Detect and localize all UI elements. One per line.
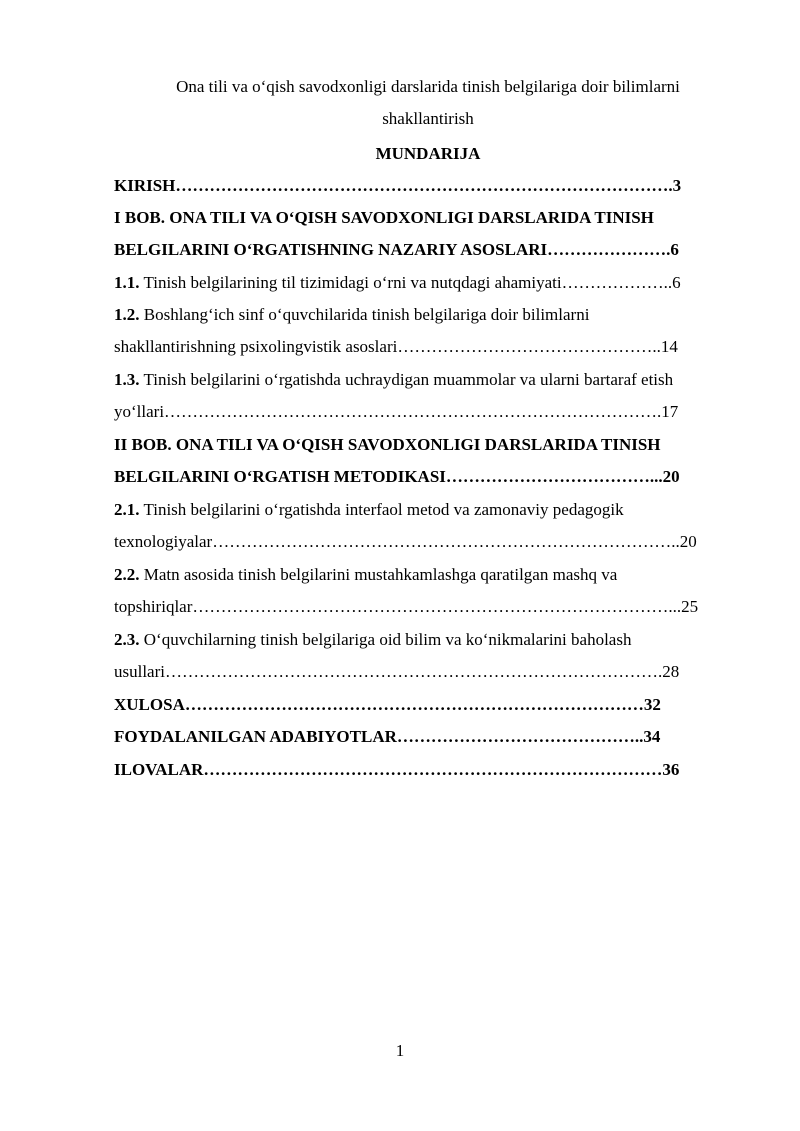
toc-section-text: Matn asosida tinish belgilarini mustahkamlashga qaratilgan mashq va bbox=[139, 565, 618, 584]
toc-section-text: O‘quvchilarning tinish belgilariga oid bilim va ko‘nikmalarini baholash bbox=[139, 630, 632, 649]
toc-section-text: Tinish belgilarini o‘rgatishda interfaol metod va zamonaviy pedagogik bbox=[139, 500, 624, 519]
toc-entry-adabiyotlar[interactable]: FOYDALANILGAN ADABIYOTLAR……………………………………..34 bbox=[114, 727, 661, 746]
page-number: 1 bbox=[395, 1041, 405, 1060]
toc-entry-1-3-line-1[interactable] bbox=[114, 364, 754, 396]
toc-entry-bob2-line-2[interactable]: BELGILARINI O‘RGATISH METODIKASI………………………………...20 bbox=[114, 467, 680, 486]
toc-entry-1-3-line-2[interactable]: yo‘llari…………………………………………………………………………….17 bbox=[114, 402, 679, 421]
toc-section-number: 1.2. bbox=[114, 305, 140, 324]
toc-entry-bob1-line-1[interactable]: I BOB. ONA TILI VA O‘QISH SAVODXONLIGI DARSLARIDA TINISH bbox=[114, 208, 654, 227]
toc-entry-2-2-line-1[interactable] bbox=[114, 559, 754, 591]
toc-section-number: 1.1. bbox=[114, 273, 140, 292]
toc-section-text: Tinish belgilarining til tizimidagi o‘rni va nutqdagi ahamiyati………………..6 bbox=[139, 273, 681, 292]
toc-entry-1-2-line-2[interactable]: shakllantirishning psixolingvistik asoslari………………………………………..14 bbox=[114, 337, 678, 356]
toc-entry-bob1-line-2[interactable]: BELGILARINI O‘RGATISHNING NAZARIY ASOSLARI………………….6 bbox=[114, 240, 679, 259]
toc-entry-kirish[interactable]: KIRISH…………………………………………………………………………….3 bbox=[114, 176, 682, 195]
toc-entry-1-2-line-1[interactable] bbox=[114, 299, 754, 331]
toc-section-text: Boshlang‘ich sinf o‘quvchilarida tinish belgilariga doir bilimlarni bbox=[139, 305, 590, 324]
toc-section-number: 2.1. bbox=[114, 500, 140, 519]
toc-section-number: 2.3. bbox=[114, 630, 140, 649]
document-title-line-2: shakllantirish bbox=[382, 109, 474, 128]
toc-entry-xulosa[interactable]: XULOSA………………………………………………………………………32 bbox=[114, 695, 661, 714]
toc-section-text: Tinish belgilarini o‘rgatishda uchraydigan muammolar va ularni bartaraf etish bbox=[139, 370, 674, 389]
toc-entry-2-1-line-1[interactable] bbox=[114, 494, 754, 526]
toc-entry-2-3-line-1[interactable] bbox=[114, 624, 754, 656]
toc-heading: MUNDARIJA bbox=[375, 144, 481, 163]
toc-entry-bob2-line-1[interactable]: II BOB. ONA TILI VA O‘QISH SAVODXONLIGI DARSLARIDA TINISH bbox=[114, 435, 661, 454]
toc-section-number: 2.2. bbox=[114, 565, 140, 584]
toc-entry-1-1[interactable] bbox=[114, 267, 754, 299]
toc-section-number: 1.3. bbox=[114, 370, 140, 389]
document-title-line-1: Ona tili va o‘qish savodxonligi darslarida tinish belgilariga doir bilimlarni bbox=[176, 77, 680, 96]
toc-entry-ilovalar[interactable]: ILOVALAR………………………………………………………………………36 bbox=[114, 760, 680, 779]
toc-entry-2-1-line-2[interactable]: texnologiyalar………………………………………………………………………..20 bbox=[114, 532, 697, 551]
toc-entry-2-3-line-2[interactable]: usullari…………………………………………………………………………….28 bbox=[114, 662, 680, 681]
toc-entry-2-2-line-2[interactable]: topshiriqlar…………………………………………………………………………...25 bbox=[114, 597, 699, 616]
